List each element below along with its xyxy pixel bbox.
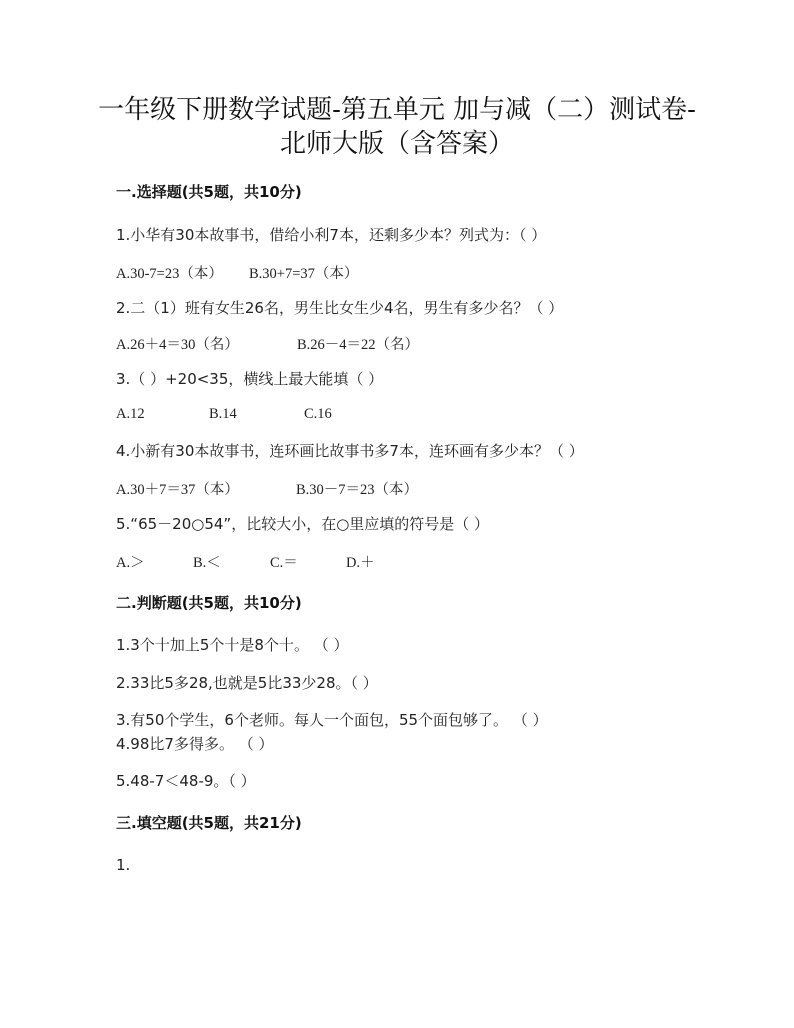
- question-option: A.30-7=23（本）: [116, 266, 223, 282]
- section-heading-fill-blank: 三.填空题(共5题，共21分): [116, 814, 302, 832]
- question-text: 2.33比5多28,也就是5比33少28。（ ）: [116, 674, 378, 692]
- section-heading-judgement: 二.判断题(共5题，共10分): [116, 594, 302, 612]
- question-option: B.＜: [193, 555, 221, 571]
- question-option: A.30＋7＝37（本）: [116, 482, 239, 498]
- question-option: B.14: [209, 406, 237, 422]
- question-text: 1.3个十加上5个十是8个十。 （ ）: [116, 636, 349, 654]
- question-option: B.30－7＝23（本）: [296, 482, 419, 498]
- question-text: 4.98比7多得多。 （ ）: [116, 735, 274, 753]
- question-text: 5.“65－20○54”，比较大小，在○里应填的符号是（ ）: [116, 515, 490, 533]
- question-text: 3.有50个学生，6个老师。每人一个面包，55个面包够了。 （ ）: [116, 711, 548, 729]
- question-option: B.30+7=37（本）: [249, 266, 359, 282]
- page-title-line-1: 一年级下册数学试题-第五单元 加与减（二）测试卷-: [98, 95, 696, 125]
- question-option: A.26＋4＝30（名）: [116, 337, 239, 353]
- question-option: A.＞: [116, 555, 145, 571]
- question-option: C.16: [304, 406, 332, 422]
- question-option: D.＋: [346, 555, 375, 571]
- question-option: C.＝: [270, 555, 298, 571]
- question-text: 1.小华有30本故事书，借给小利7本，还剩多少本？列式为：（ ）: [116, 226, 547, 244]
- question-text: 4.小新有30本故事书，连环画比故事书多7本，连环画有多少本？（ ）: [116, 442, 584, 460]
- question-text: 3.（ ）+20<35，横线上最大能填（ ）: [116, 370, 384, 388]
- page-title-line-2: 北师大版（含答案）: [279, 129, 514, 159]
- section-heading-choice: 一.选择题(共5题，共10分): [116, 183, 302, 201]
- question-text: 1.: [116, 856, 131, 874]
- question-text: 2.二（1）班有女生26名，男生比女生少4名，男生有多少名？（ ）: [116, 299, 564, 317]
- question-text: 5.48-7＜48-9。（ ）: [116, 772, 256, 790]
- question-option: A.12: [116, 406, 145, 422]
- question-option: B.26－4＝22（名）: [297, 337, 420, 353]
